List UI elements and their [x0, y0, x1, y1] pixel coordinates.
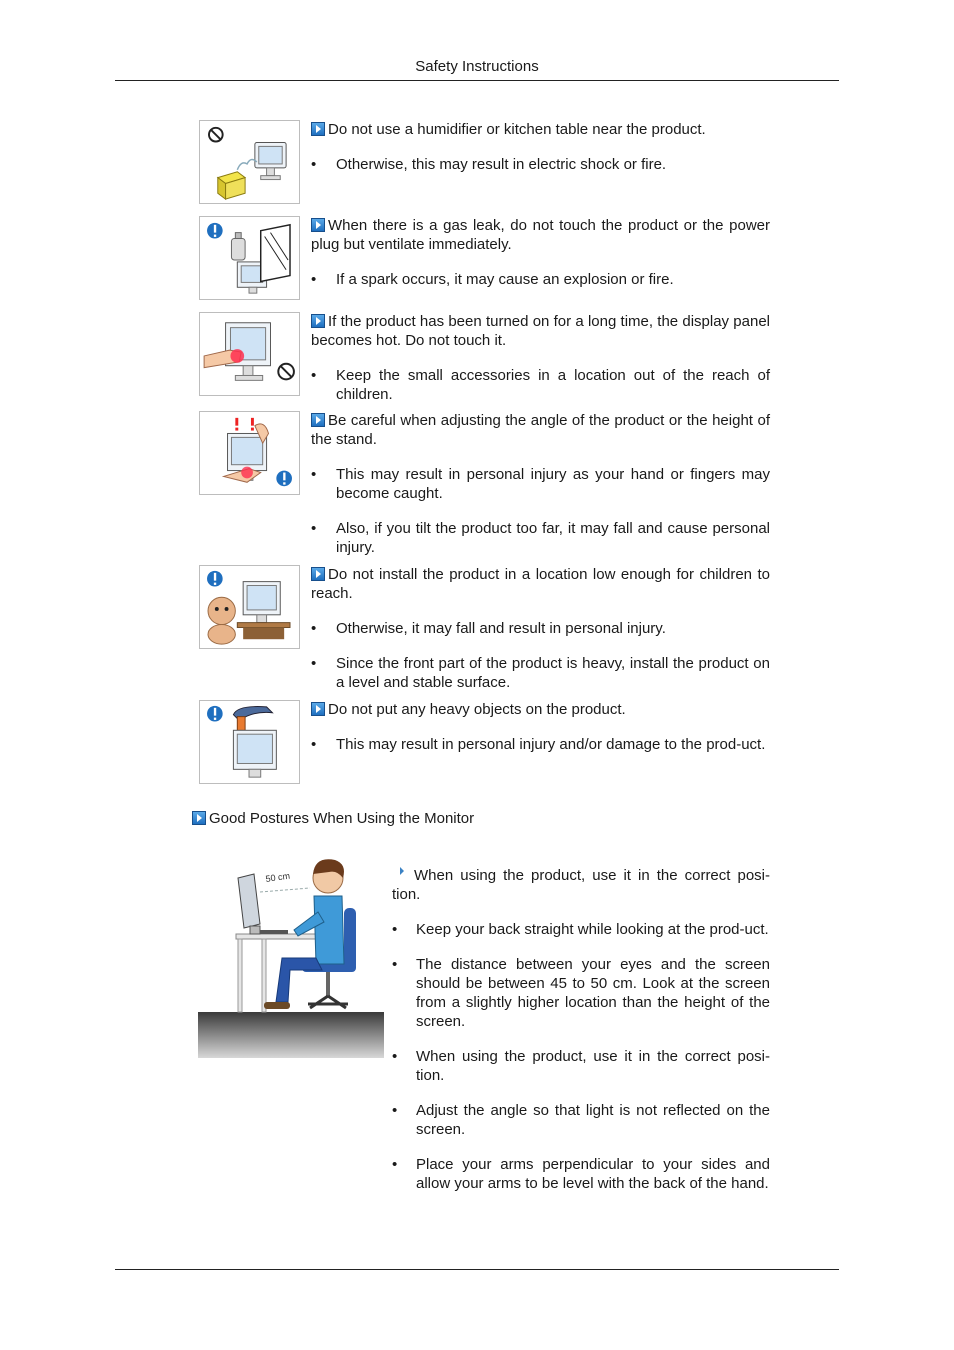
header-rule: [115, 80, 839, 81]
item-lead: Do not use a humidifier or kitchen table near the product.: [328, 121, 706, 138]
item-gas-leak: [311, 216, 770, 289]
item-lead: If the product has been turned on for a long time, the display panel becomes hot. Do not touch it.: [311, 313, 770, 349]
illustration-humidifier: [199, 120, 300, 204]
triangle-bullet-icon: [311, 413, 325, 427]
item-humidifier: [311, 120, 770, 174]
triangle-bullet-icon: [311, 314, 325, 328]
triangle-bullet-icon: [311, 702, 325, 716]
list-item: • Otherwise, this may result in electric shock or fire.: [311, 155, 770, 174]
list-item: • Also, if you tilt the product too far, it may fall and cause personal injury.: [311, 519, 770, 557]
header-title: Safety Instructions: [415, 58, 539, 75]
section-heading-postures: [192, 810, 474, 827]
list-item: • Place your arms perpendicular to your sides and allow your arms to be level with the back of the hand.: [392, 1155, 770, 1193]
list-item: • Since the front part of the product is heavy, install the product on a level and stable surface.: [311, 654, 770, 692]
warning-icon: [207, 706, 223, 722]
list-item: • Otherwise, it may fall and result in personal injury.: [311, 619, 770, 638]
triangle-bullet-icon: [311, 218, 325, 232]
warning-icon: [207, 223, 223, 239]
prohibited-icon: [278, 364, 294, 380]
list-item: • If a spark occurs, it may cause an explosion or fire.: [311, 270, 770, 289]
illustration-adjust-angle: [199, 411, 300, 495]
list-item: • Keep your back straight while looking at the prod-uct.: [392, 920, 770, 939]
illustration-hot-panel: [199, 312, 300, 396]
triangle-bullet-icon: [311, 122, 325, 136]
triangle-bullet-icon: [311, 567, 325, 581]
illustration-heavy-objects: [199, 700, 300, 784]
warning-icon: [276, 471, 292, 487]
list-item: • Keep the small accessories in a location out of the reach of children.: [311, 366, 770, 404]
item-hot-panel: [311, 312, 770, 404]
item-lead: Do not put any heavy objects on the product.: [328, 701, 626, 718]
list-item: • When using the product, use it in the correct posi-tion.: [392, 1047, 770, 1085]
illustration-good-posture: [198, 852, 384, 1058]
prohibited-icon: [209, 128, 223, 142]
item-child-reach: [311, 565, 770, 692]
item-adjust-angle: [311, 411, 770, 557]
list-item: • Adjust the angle so that light is not reflected on the screen.: [392, 1101, 770, 1139]
illustration-gas-leak: [199, 216, 300, 300]
list-item: • This may result in personal injury and/or damage to the prod-uct.: [311, 735, 770, 754]
illustration-child-reach: [199, 565, 300, 649]
section-heading-text: Good Postures When Using the Monitor: [209, 810, 475, 827]
item-lead: Be careful when adjusting the angle of the product or the height of the stand.: [311, 412, 770, 448]
item-heavy-objects: [311, 700, 770, 754]
triangle-bullet-icon: [192, 811, 206, 825]
posture-lead: When using the product, use it in the correct posi-tion.: [392, 867, 770, 903]
list-item: • This may result in personal injury as your hand or fingers may become caught.: [311, 465, 770, 503]
posture-instructions: [392, 866, 770, 1193]
warning-icon: [207, 571, 223, 587]
list-item: • The distance between your eyes and the screen should be between 45 to 50 cm. Look at the screen from a slightly higher location than the height of the screen.: [392, 955, 770, 1031]
small-triangle-icon: [400, 867, 404, 875]
distance-label: 50 cm: [264, 870, 291, 884]
footer-rule: [115, 1269, 839, 1270]
item-lead: When there is a gas leak, do not touch the product or the power plug but ventilate immediately.: [311, 217, 770, 253]
item-lead: Do not install the product in a location low enough for children to reach.: [311, 566, 770, 602]
